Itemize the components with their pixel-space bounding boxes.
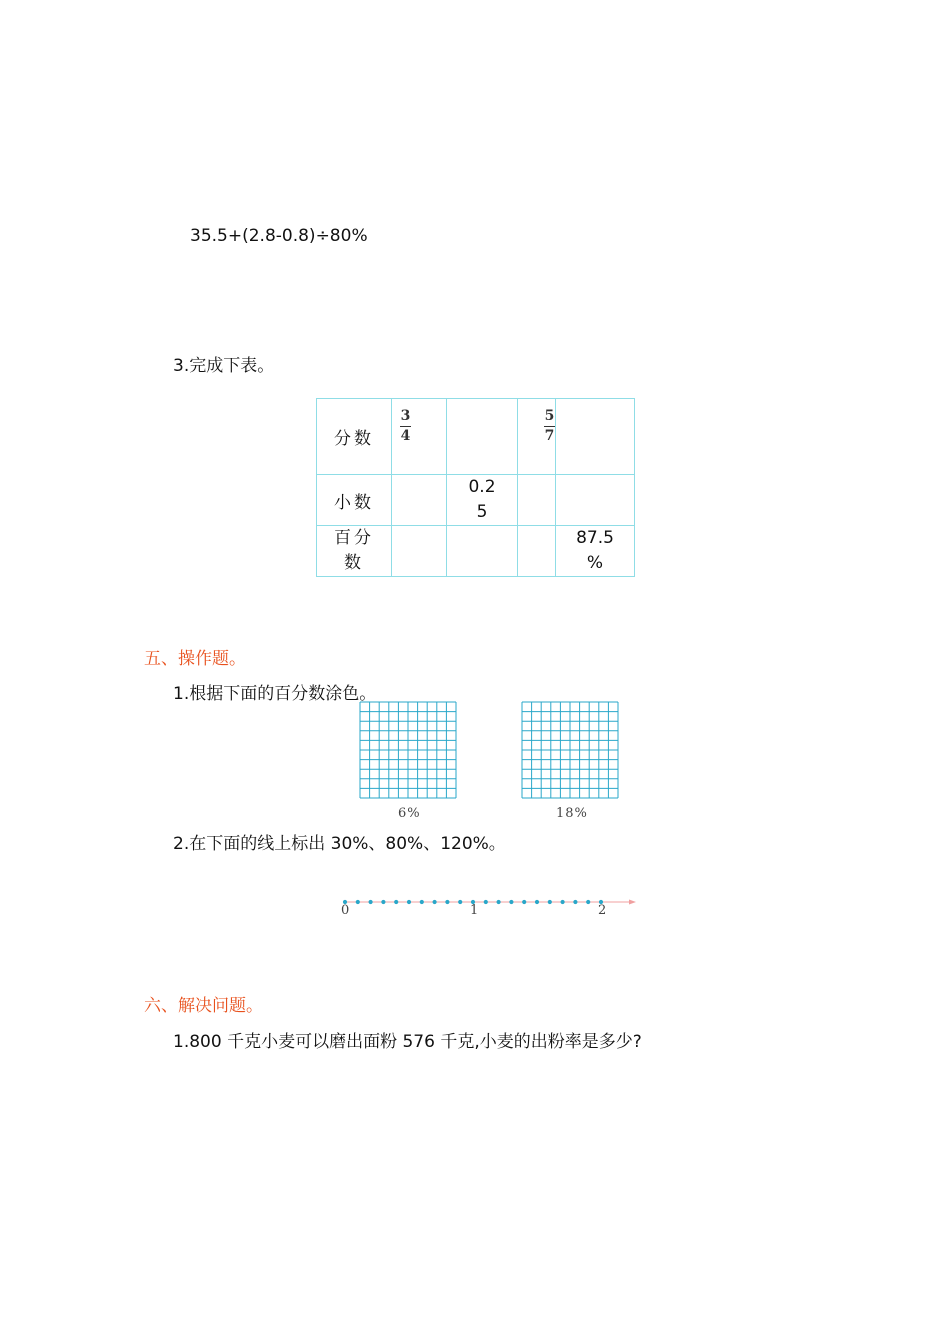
answer-cell[interactable]: [392, 526, 447, 577]
hundred-grid-6-percent[interactable]: [359, 701, 457, 799]
fraction-5-7: $\frac{5}{7}$: [544, 408, 555, 444]
calculation-expression: 35.5+(2.8-0.8)÷80%: [190, 226, 368, 246]
fraction-cell-5-7: [518, 399, 556, 475]
number-line-tick-dot: [381, 900, 385, 904]
fraction-cell-3-4: [392, 399, 447, 475]
number-line-tick-dot: [535, 900, 539, 904]
answer-cell[interactable]: [447, 526, 518, 577]
answer-cell[interactable]: [556, 399, 635, 475]
answer-cell[interactable]: [518, 526, 556, 577]
decimal-value-cell: 0.2 5: [447, 475, 518, 526]
section-6-heading: 六、解决问题。: [144, 996, 263, 1016]
fraction-3-4: $\frac{3}{4}$: [400, 408, 411, 444]
grid-label-18-percent: 18%: [556, 806, 588, 821]
answer-cell[interactable]: [447, 399, 518, 475]
arrow-icon: [629, 900, 636, 905]
grid-label-6-percent: 6%: [398, 806, 421, 821]
number-line-label-0: 0: [341, 903, 350, 918]
answer-cell[interactable]: [518, 475, 556, 526]
number-line-tick-dot: [356, 900, 360, 904]
conversion-table: [316, 398, 635, 577]
number-line-tick-dot: [548, 900, 552, 904]
answer-cell[interactable]: [556, 475, 635, 526]
number-line-tick-dot: [561, 900, 565, 904]
answer-cell[interactable]: [392, 475, 447, 526]
number-line-tick-dot: [369, 900, 373, 904]
number-line-tick-dot: [445, 900, 449, 904]
section-5-question-2: 2.在下面的线上标出 30%、80%、120%。: [173, 834, 506, 854]
row-header-percent: 百分 数: [317, 526, 392, 577]
number-line[interactable]: [336, 892, 642, 922]
row-header-decimal: 小数: [317, 475, 392, 526]
number-line-label-1: 1: [470, 903, 479, 918]
question-3-title: 3.完成下表。: [173, 356, 275, 376]
hundred-grid-18-percent[interactable]: [521, 701, 619, 799]
number-line-label-2: 2: [598, 903, 607, 918]
number-line-tick-dot: [497, 900, 501, 904]
number-line-tick-dot: [394, 900, 398, 904]
number-line-tick-dot: [407, 900, 411, 904]
row-header-fraction: 分数: [317, 399, 392, 475]
table-row-fraction: [317, 399, 635, 475]
percent-value-cell: 87.5 %: [556, 526, 635, 577]
number-line-tick-dot: [573, 900, 577, 904]
number-line-tick-dot: [420, 900, 424, 904]
section-5-question-1: 1.根据下面的百分数涂色。: [173, 684, 377, 704]
table-row-decimal: [317, 475, 635, 526]
number-line-tick-dot: [433, 900, 437, 904]
number-line-tick-dot: [586, 900, 590, 904]
number-line-tick-dot: [522, 900, 526, 904]
section-6-question-1: 1.800 千克小麦可以磨出面粉 576 千克,小麦的出粉率是多少?: [173, 1032, 642, 1052]
section-5-heading: 五、操作题。: [144, 649, 246, 669]
number-line-tick-dot: [458, 900, 462, 904]
table-row-percent: [317, 526, 635, 577]
number-line-tick-dot: [484, 900, 488, 904]
number-line-tick-dot: [509, 900, 513, 904]
